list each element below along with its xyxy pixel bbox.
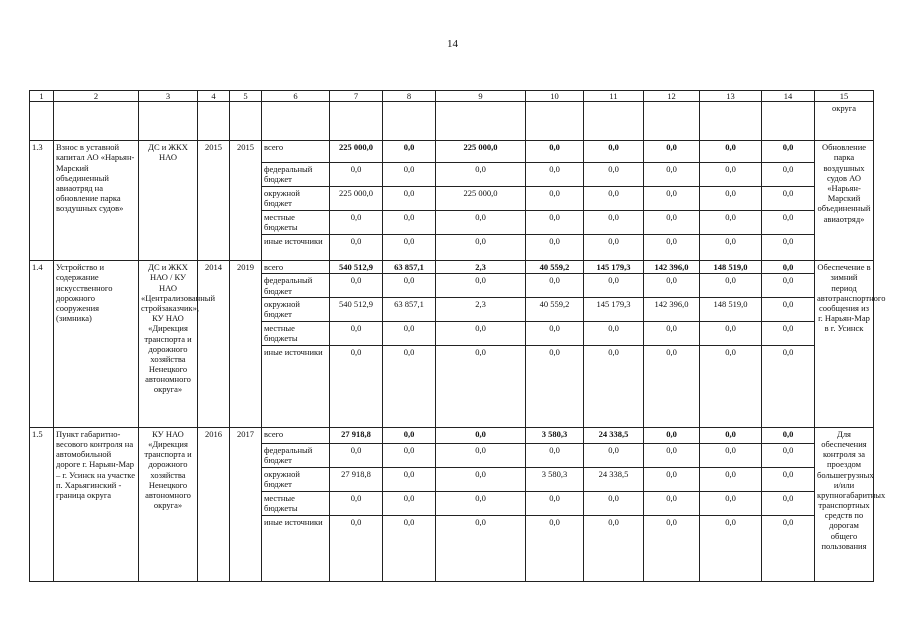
executor-cell: ДС и ЖКХ НАО / КУ НАО «Централизованный стройзаказчик», КУ НАО «Дирекция транспорта и дорожного хозяйства Ненецкого автономного округа»	[139, 261, 198, 428]
item-name-cell: Взнос в уставной капитал АО «Нарьян-Марский объединенный авиаотряд на обновление парка воздушных судов»	[54, 141, 139, 261]
value-cell: 0,0	[383, 274, 436, 297]
value-cell: 0,0	[383, 467, 436, 491]
funding-source-cell: окружной бюджет	[262, 297, 330, 321]
value-cell: 0,0	[526, 187, 584, 211]
value-cell: 0,0	[762, 491, 815, 515]
value-cell: 0,0	[762, 235, 815, 261]
column-number-cell: 4	[198, 91, 230, 102]
value-cell: 0,0	[383, 443, 436, 467]
value-cell: 3 580,3	[526, 467, 584, 491]
funding-source-cell: иные источники	[262, 235, 330, 261]
funding-source-cell: федеральный бюджет	[262, 274, 330, 297]
value-cell: 2,3	[436, 261, 526, 274]
value-cell: 40 559,2	[526, 261, 584, 274]
value-cell: 0,0	[436, 345, 526, 427]
value-cell: 0,0	[436, 443, 526, 467]
value-cell: 0,0	[330, 321, 383, 345]
column-number-row	[30, 91, 874, 102]
value-cell: 0,0	[436, 427, 526, 443]
start-year-cell: 2016	[198, 427, 230, 581]
table-row	[30, 261, 874, 274]
value-cell: 225 000,0	[436, 187, 526, 211]
funding-source-cell: местные бюджеты	[262, 321, 330, 345]
funding-source-cell: федеральный бюджет	[262, 443, 330, 467]
value-cell: 0,0	[584, 274, 644, 297]
funding-source-cell: всего	[262, 427, 330, 443]
item-number-cell: 1.5	[30, 427, 54, 581]
column-number-cell: 2	[54, 91, 139, 102]
value-cell: 0,0	[526, 491, 584, 515]
value-cell: 0,0	[700, 274, 762, 297]
empty-cell	[54, 102, 139, 141]
value-cell: 0,0	[330, 274, 383, 297]
value-cell: 0,0	[436, 163, 526, 187]
value-cell: 0,0	[526, 163, 584, 187]
value-cell: 0,0	[644, 321, 700, 345]
value-cell: 0,0	[644, 427, 700, 443]
value-cell: 225 000,0	[436, 141, 526, 163]
value-cell: 0,0	[383, 321, 436, 345]
value-cell: 0,0	[436, 235, 526, 261]
column-number-cell: 13	[700, 91, 762, 102]
continuation-text-cell: округа	[815, 102, 874, 141]
value-cell: 0,0	[383, 187, 436, 211]
value-cell: 0,0	[584, 141, 644, 163]
funding-source-cell: всего	[262, 141, 330, 163]
funding-source-cell: иные источники	[262, 345, 330, 427]
value-cell: 0,0	[584, 491, 644, 515]
value-cell: 0,0	[644, 345, 700, 427]
value-cell: 3 580,3	[526, 427, 584, 443]
value-cell: 0,0	[762, 321, 815, 345]
item-number-cell: 1.3	[30, 141, 54, 261]
value-cell: 0,0	[584, 443, 644, 467]
value-cell: 27 918,8	[330, 467, 383, 491]
value-cell: 0,0	[330, 163, 383, 187]
value-cell: 0,0	[330, 491, 383, 515]
column-number-cell: 15	[815, 91, 874, 102]
value-cell: 0,0	[526, 443, 584, 467]
column-number-cell: 11	[584, 91, 644, 102]
value-cell: 0,0	[330, 443, 383, 467]
value-cell: 0,0	[526, 345, 584, 427]
result-cell: Обновление парка воздушных судов АО «Нарьян-Марский объединенный авиаотряд»	[815, 141, 874, 261]
value-cell: 225 000,0	[330, 187, 383, 211]
empty-cell	[198, 102, 230, 141]
column-number-cell: 6	[262, 91, 330, 102]
value-cell: 0,0	[526, 321, 584, 345]
table-row	[30, 141, 874, 163]
value-cell: 0,0	[644, 491, 700, 515]
value-cell: 0,0	[644, 274, 700, 297]
value-cell: 0,0	[584, 163, 644, 187]
item-name-cell: Устройство и содержание искусственного дорожного сооружения (зимника)	[54, 261, 139, 428]
table-row	[30, 427, 874, 443]
column-number-cell: 8	[383, 91, 436, 102]
empty-cell	[700, 102, 762, 141]
funding-source-cell: иные источники	[262, 515, 330, 581]
column-number-cell: 1	[30, 91, 54, 102]
empty-cell	[262, 102, 330, 141]
value-cell: 540 512,9	[330, 297, 383, 321]
empty-cell	[644, 102, 700, 141]
value-cell: 0,0	[383, 235, 436, 261]
value-cell: 0,0	[436, 274, 526, 297]
funding-source-cell: окружной бюджет	[262, 467, 330, 491]
value-cell: 225 000,0	[330, 141, 383, 163]
value-cell: 0,0	[644, 443, 700, 467]
value-cell: 145 179,3	[584, 297, 644, 321]
continuation-row	[30, 102, 874, 141]
page-number: 14	[447, 38, 458, 50]
value-cell: 0,0	[330, 515, 383, 581]
funding-source-cell: местные бюджеты	[262, 211, 330, 235]
budget-table	[29, 90, 886, 582]
value-cell: 24 338,5	[584, 467, 644, 491]
column-number-cell: 7	[330, 91, 383, 102]
value-cell: 63 857,1	[383, 297, 436, 321]
empty-cell	[526, 102, 584, 141]
value-cell: 0,0	[644, 211, 700, 235]
column-number-cell: 5	[230, 91, 262, 102]
value-cell: 0,0	[762, 163, 815, 187]
funding-source-cell: федеральный бюджет	[262, 163, 330, 187]
value-cell: 148 519,0	[700, 261, 762, 274]
value-cell: 0,0	[383, 491, 436, 515]
empty-cell	[584, 102, 644, 141]
item-name-cell: Пункт габаритно-весового контроля на автомобильной дороге г. Нарьян-Мар – г. Усинск на участке п. Харьягинский - граница округа	[54, 427, 139, 581]
value-cell: 0,0	[700, 467, 762, 491]
value-cell: 0,0	[644, 141, 700, 163]
start-year-cell: 2015	[198, 141, 230, 261]
value-cell: 24 338,5	[584, 427, 644, 443]
empty-cell	[230, 102, 262, 141]
value-cell: 0,0	[526, 235, 584, 261]
value-cell: 0,0	[644, 187, 700, 211]
value-cell: 2,3	[436, 297, 526, 321]
empty-cell	[762, 102, 815, 141]
value-cell: 0,0	[762, 211, 815, 235]
value-cell: 0,0	[383, 211, 436, 235]
end-year-cell: 2019	[230, 261, 262, 428]
funding-source-cell: окружной бюджет	[262, 187, 330, 211]
value-cell: 0,0	[700, 235, 762, 261]
value-cell: 0,0	[700, 515, 762, 581]
empty-cell	[330, 102, 383, 141]
value-cell: 0,0	[700, 141, 762, 163]
value-cell: 0,0	[700, 321, 762, 345]
value-cell: 0,0	[526, 211, 584, 235]
value-cell: 142 396,0	[644, 261, 700, 274]
value-cell: 0,0	[644, 235, 700, 261]
value-cell: 0,0	[436, 515, 526, 581]
value-cell: 0,0	[330, 235, 383, 261]
value-cell: 0,0	[526, 141, 584, 163]
empty-cell	[436, 102, 526, 141]
value-cell: 0,0	[762, 443, 815, 467]
value-cell: 540 512,9	[330, 261, 383, 274]
start-year-cell: 2014	[198, 261, 230, 428]
value-cell: 0,0	[700, 427, 762, 443]
value-cell: 0,0	[762, 187, 815, 211]
column-number-cell: 10	[526, 91, 584, 102]
value-cell: 0,0	[436, 211, 526, 235]
result-cell: Для обеспечения контроля за проездом большегрузных и/или крупногабаритных транспортных средств по дорогам общего пользования	[815, 427, 874, 581]
value-cell: 0,0	[526, 274, 584, 297]
value-cell: 0,0	[762, 274, 815, 297]
empty-cell	[383, 102, 436, 141]
value-cell: 0,0	[762, 261, 815, 274]
value-cell: 0,0	[330, 345, 383, 427]
value-cell: 0,0	[436, 491, 526, 515]
value-cell: 0,0	[584, 321, 644, 345]
value-cell: 0,0	[700, 187, 762, 211]
value-cell: 0,0	[644, 515, 700, 581]
value-cell: 0,0	[584, 235, 644, 261]
value-cell: 0,0	[762, 467, 815, 491]
value-cell: 0,0	[330, 211, 383, 235]
value-cell: 0,0	[762, 345, 815, 427]
value-cell: 0,0	[584, 187, 644, 211]
value-cell: 0,0	[383, 163, 436, 187]
value-cell: 148 519,0	[700, 297, 762, 321]
value-cell: 0,0	[762, 297, 815, 321]
table-body	[30, 91, 886, 582]
value-cell: 27 918,8	[330, 427, 383, 443]
value-cell: 142 396,0	[644, 297, 700, 321]
result-cell: Обеспечение в зимний период автотранспортного сообщения из г. Нарьян-Мар в г. Усинск	[815, 261, 874, 428]
value-cell: 0,0	[644, 163, 700, 187]
value-cell: 0,0	[700, 163, 762, 187]
empty-cell	[139, 102, 198, 141]
funding-source-cell: всего	[262, 261, 330, 274]
value-cell: 0,0	[762, 141, 815, 163]
value-cell: 0,0	[700, 345, 762, 427]
value-cell: 0,0	[436, 321, 526, 345]
value-cell: 0,0	[584, 211, 644, 235]
value-cell: 0,0	[383, 141, 436, 163]
executor-cell: КУ НАО «Дирекция транспорта и дорожного хозяйства Ненецкого автономного округа»	[139, 427, 198, 581]
value-cell: 0,0	[383, 345, 436, 427]
value-cell: 0,0	[762, 515, 815, 581]
column-number-cell: 9	[436, 91, 526, 102]
value-cell: 0,0	[383, 427, 436, 443]
column-number-cell: 14	[762, 91, 815, 102]
value-cell: 145 179,3	[584, 261, 644, 274]
value-cell: 0,0	[762, 427, 815, 443]
end-year-cell: 2015	[230, 141, 262, 261]
value-cell: 0,0	[700, 443, 762, 467]
value-cell: 0,0	[526, 515, 584, 581]
value-cell: 63 857,1	[383, 261, 436, 274]
item-number-cell: 1.4	[30, 261, 54, 428]
value-cell: 0,0	[584, 515, 644, 581]
column-number-cell: 12	[644, 91, 700, 102]
end-year-cell: 2017	[230, 427, 262, 581]
value-cell: 0,0	[700, 211, 762, 235]
column-number-cell: 3	[139, 91, 198, 102]
value-cell: 0,0	[700, 491, 762, 515]
value-cell: 0,0	[584, 345, 644, 427]
value-cell: 40 559,2	[526, 297, 584, 321]
value-cell: 0,0	[436, 467, 526, 491]
value-cell: 0,0	[383, 515, 436, 581]
funding-source-cell: местные бюджеты	[262, 491, 330, 515]
value-cell: 0,0	[644, 467, 700, 491]
empty-cell	[30, 102, 54, 141]
executor-cell: ДС и ЖКХ НАО	[139, 141, 198, 261]
